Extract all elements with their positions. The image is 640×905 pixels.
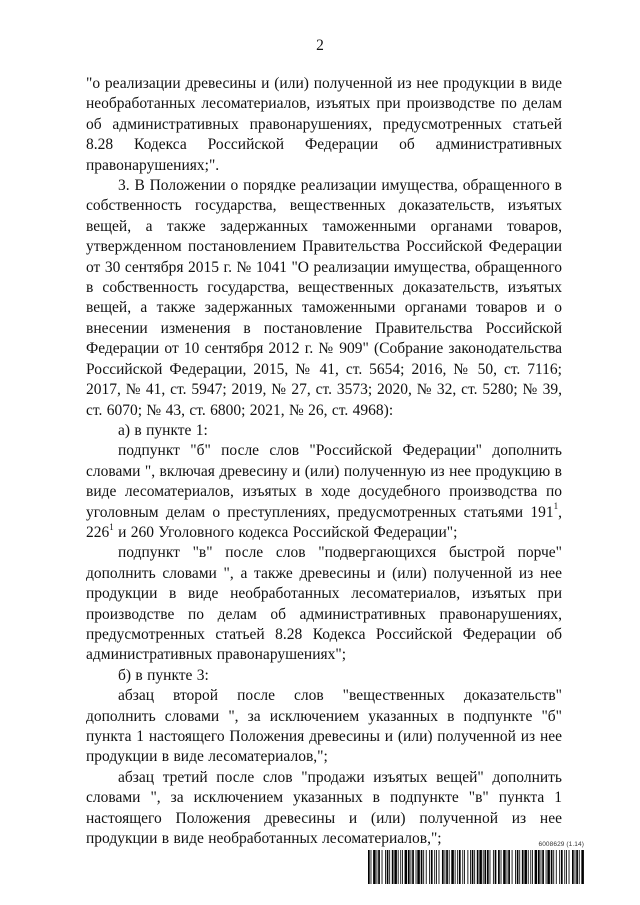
barcode-bar <box>377 850 378 884</box>
barcode-bar <box>495 850 497 884</box>
barcode-bar <box>436 850 437 884</box>
paragraph-text: подпункт "б" после слов "Российской Федерации" дополнить словами ", включая древесину и (или) полученную из нее продукцию в виде лесоматериалов, изъятых в ходе досудебного производства по уголовным делам о преступлениях, предусмотренных статьями 191 <box>86 442 562 521</box>
barcode-bar <box>519 850 520 884</box>
barcode-bar <box>451 850 454 884</box>
paragraph-subpoint-v: подпункт "в" после слов "подвергающихся быстрой порче" дополнить словами ", а также древесины и (или) полученной из нее продукции в виде необработанных лесоматериалов, изъятых при производстве по делам об административных правонарушениях, предусмотренных статьей 8.28 Кодекса Российской Федерации об административных правонарушениях"; <box>86 544 562 664</box>
superscript: 1 <box>109 521 114 532</box>
barcode-bar <box>402 850 403 884</box>
barcode-bar <box>484 850 486 884</box>
barcode-bar <box>487 850 489 884</box>
barcode-bar <box>400 850 401 884</box>
barcode-bar <box>547 850 550 884</box>
barcode-bar <box>373 850 376 884</box>
barcode-bar <box>429 850 430 884</box>
barcode-bar <box>411 850 412 884</box>
barcode-bar <box>387 850 389 884</box>
barcode-bar <box>408 850 410 884</box>
barcode-bar <box>541 850 542 884</box>
barcode-bar <box>378 850 380 884</box>
barcode-graphic <box>368 850 584 884</box>
barcode-bar <box>581 850 584 884</box>
barcode-bar <box>483 850 484 884</box>
barcode-bar <box>493 850 494 884</box>
barcode-bar <box>416 850 417 884</box>
document-code: 6008629 (1.14) <box>538 841 584 848</box>
barcode-bar <box>512 850 513 884</box>
barcode-bar <box>385 850 386 884</box>
barcode-bar <box>464 850 465 884</box>
barcode-bar <box>371 850 372 884</box>
paragraph-item-3: 3. В Положении о порядке реализации имущества, обращенного в собственность государства, вещественных доказательств, изъятых вещей, а также задержанных таможенными органами товаров, утвержденном постановлением Правительства Российской Федерации от 30 сентября 2015 г. № 1041 "О реализации имущества, обращенного в собственность государства, вещественных доказательств, изъятых вещей, а также задержанных таможенными органами товаров и о внесении изменения в постановление Правительства Российской Федерации от 10 сентября 2012 г. № 909" (Собрание законодательства Российской Федерации, 2015, № 41, ст. 5654; 2016, № 50, ст. 7116; 2017, № 41, ст. 5947; 2019, № 27, ст. 3573; 2020, № 32, ст. 5280; № 39, ст. 6070; № 43, ст. 6800; 2021, № 26, ст. 4968): <box>86 177 562 419</box>
barcode-bar <box>470 850 471 884</box>
barcode-bar <box>566 850 567 884</box>
barcode-bar <box>446 850 448 884</box>
barcode-bar <box>551 850 553 884</box>
barcode-bar <box>569 850 570 884</box>
barcode-bar <box>559 850 560 884</box>
barcode-bar <box>564 850 565 884</box>
barcode-bar <box>532 850 533 884</box>
barcode-bar <box>426 850 427 884</box>
barcode-bar <box>546 850 547 884</box>
barcode-bar <box>431 850 433 884</box>
paragraph-subpoint-b <box>86 441 562 543</box>
superscript: 1 <box>553 501 559 512</box>
barcode-bar <box>472 850 474 884</box>
barcode-bar <box>421 850 423 884</box>
barcode-bar <box>538 850 540 884</box>
barcode-bar <box>423 850 424 884</box>
paragraph-text: и 260 Уголовного кодекса Российской Федерации"; <box>113 523 458 541</box>
barcode-bar <box>439 850 440 884</box>
barcode-bar <box>477 850 479 884</box>
barcode-bar <box>503 850 506 884</box>
barcode-bar <box>434 850 435 884</box>
barcode-bar <box>576 850 578 884</box>
barcode-bar <box>561 850 563 884</box>
barcode-bar <box>398 850 399 884</box>
barcode-bar <box>498 850 500 884</box>
barcode-bar <box>474 850 475 884</box>
page-number: 2 <box>316 37 324 54</box>
paragraph-abzac-third: абзац третий после слов "продажи изъятых вещей" дополнить словами ", за исключением указанных в подпункте "в" пункта 1 настоящего Положения древесины и (или) полученной из нее продукции в виде необработанных лесоматериалов,"; <box>86 768 562 848</box>
barcode-bar <box>382 850 383 884</box>
barcode-bar <box>392 850 394 884</box>
barcode-bar <box>507 850 508 884</box>
barcode-bar <box>442 850 444 884</box>
barcode-bar <box>394 850 397 884</box>
barcode-bar <box>405 850 408 884</box>
barcode-bar <box>462 850 463 884</box>
barcode-bar <box>445 850 446 884</box>
barcode-bar <box>535 850 538 884</box>
paragraph-text: , 226 <box>86 503 562 541</box>
paragraph-subitem-a: а) в пункте 1: <box>118 421 208 439</box>
paragraph-subitem-b: б) в пункте 3: <box>118 666 209 684</box>
barcode-bar <box>490 850 491 884</box>
barcode-bar <box>368 850 370 884</box>
barcode-bar <box>479 850 482 884</box>
barcode-bar <box>524 850 527 884</box>
document-body <box>86 74 562 849</box>
barcode <box>368 850 584 884</box>
barcode-bar <box>449 850 450 884</box>
barcode-bar <box>553 850 554 884</box>
barcode-bar <box>389 850 390 884</box>
barcode-bar <box>542 850 544 884</box>
barcode-bar <box>517 850 519 884</box>
barcode-bar <box>522 850 524 884</box>
barcode-bar <box>515 850 516 884</box>
barcode-bar <box>575 850 576 884</box>
barcode-bar <box>579 850 580 884</box>
barcode-bar <box>508 850 510 884</box>
barcode-bar <box>501 850 502 884</box>
barcode-bar <box>572 850 574 884</box>
barcode-bar <box>528 850 529 884</box>
barcode-bar <box>459 850 461 884</box>
paragraph-abzac-second: абзац второй после слов "вещественных доказательств" дополнить словами ", за исключением указанных в подпункте "б" пункта 1 настоящего Положения древесины и (или) полученной из нее продукции в виде лесоматериалов,"; <box>86 687 562 766</box>
barcode-bar <box>412 850 414 884</box>
barcode-bar <box>530 850 531 884</box>
paragraph-continuation: "о реализации древесины и (или) полученной из нее продукции в виде необработанных лесоматериалов, изъятых при производстве по делам об административных правонарушениях, предусмотренных статьей 8.28 Кодекса Российской Федерации об административных правонарушениях;". <box>86 75 562 174</box>
barcode-bar <box>467 850 468 884</box>
barcode-bar <box>417 850 420 884</box>
barcode-bar <box>455 850 456 884</box>
barcode-bar <box>556 850 557 884</box>
barcode-bar <box>457 850 458 884</box>
